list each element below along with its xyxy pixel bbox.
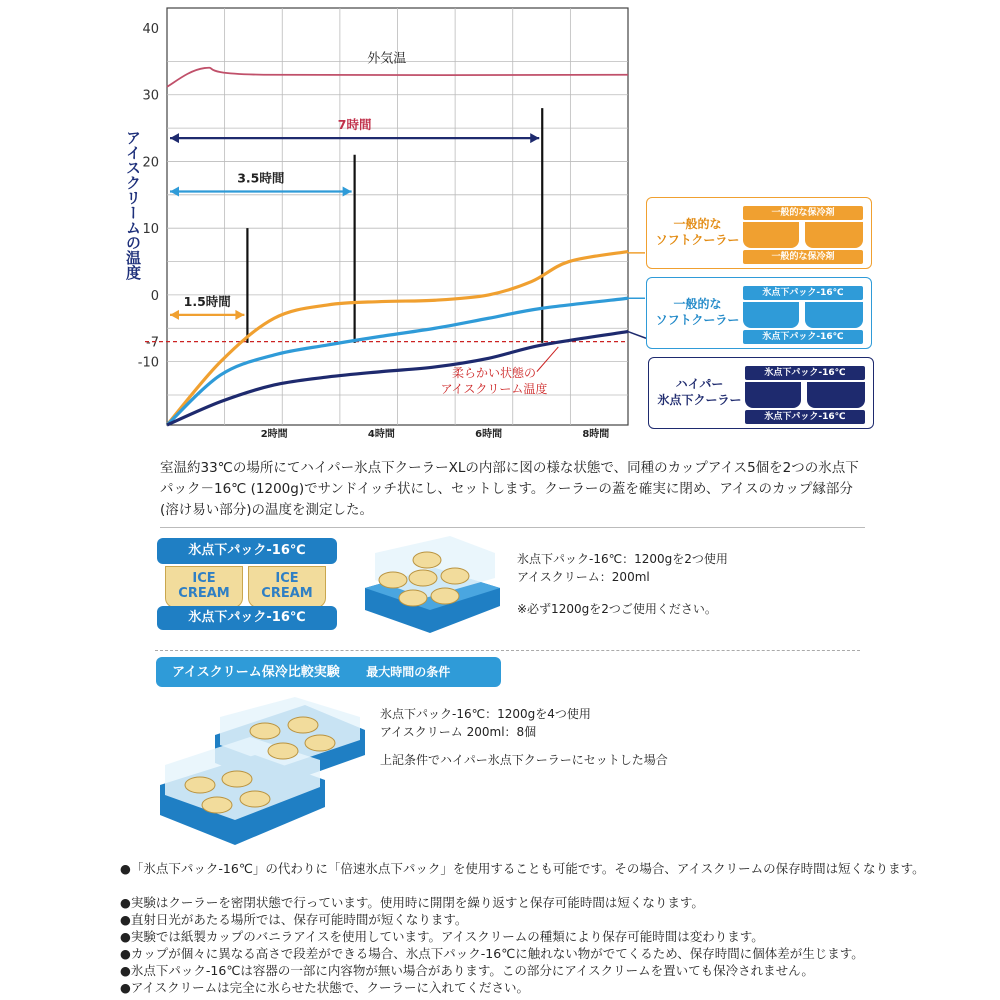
note-4: ●実験では紙製カップのバニラアイスを使用しています。アイスクリームの種類により保存可能時間は変わります。 xyxy=(120,929,764,944)
legend-orange-pack-top: 一般的な保冷剤 xyxy=(743,206,863,220)
y-tick-label: 30 xyxy=(142,88,159,104)
experiment-description: 室温約33℃の場所にてハイパー氷点下クーラーXLの内部に図の様な状態で、同種のカップアイス5個を2つの氷点下パック－16℃ (1200g)でサンドイッチ状にし、セットします。クーラーの蓋を確実に閉め、アイスのカップ縁部分(溶け易い部分)の温度を測定した。 xyxy=(160,458,865,528)
note-1: ●「氷点下パック-16℃」の代わりに「倍速氷点下パック」を使用することも可能です。その場合、アイスクリームの保存時間は短くなります。 xyxy=(120,861,925,876)
setup1-info-line2: アイスクリーム：200ml xyxy=(517,570,650,584)
legend-blue-cup-left xyxy=(743,302,799,328)
note-7: ●アイスクリームは完全に氷らせた状態で、クーラーに入れてください。 xyxy=(120,980,530,995)
note-2: ●実験はクーラーを密閉状態で行っています。使用時に開閉を繰り返すと保存可能時間は短くなります。 xyxy=(120,895,704,910)
setup1-cup-left: ICE CREAM xyxy=(165,566,243,608)
note-3: ●直射日光があたる場所では、保存可能時間が短くなります。 xyxy=(120,912,468,927)
y-tick-label: 0 xyxy=(150,288,159,304)
reference-line-label: アイスクリーム温度 xyxy=(440,381,548,396)
setup1-3d-illustration xyxy=(355,528,505,638)
setup2-3d-cup xyxy=(288,717,318,733)
legend-connector xyxy=(628,332,646,339)
legend-navy-cup-right xyxy=(807,382,865,408)
setup2-info-line2: アイスクリーム 200ml：8個 xyxy=(380,725,537,739)
legend-navy xyxy=(648,357,874,429)
banner-subtitle: 最大時間の条件 xyxy=(366,665,451,679)
y-tick-label: 10 xyxy=(142,222,159,238)
legend-navy-pack-top: 氷点下パック-16℃ xyxy=(745,366,865,380)
legend-blue-title: 一般的な ソフトクーラー xyxy=(655,297,740,327)
section-banner xyxy=(156,657,501,687)
x-tick-label: 4時間 xyxy=(367,429,395,440)
legend-orange xyxy=(646,197,872,269)
legend-blue-pack-top: 氷点下パック-16℃ xyxy=(743,286,863,300)
setup1-info xyxy=(517,550,728,618)
x-tick-label: 6時間 xyxy=(475,429,503,440)
note-5: ●カップが個々に異なる高さで段差ができる場合、氷点下パック-16℃に触れない物がでてくるため、保存時間に個体差が生じます。 xyxy=(120,946,864,961)
legend-orange-cup-right xyxy=(805,222,863,248)
duration-label: 3.5時間 xyxy=(237,170,285,186)
duration-label: 1.5時間 xyxy=(183,293,231,309)
setup2-info xyxy=(380,705,668,769)
setup1-cup-right: ICE CREAM xyxy=(248,566,326,608)
legend-navy-pack-bottom: 氷点下パック-16℃ xyxy=(745,410,865,424)
setup2-3d-cup xyxy=(202,797,232,813)
setup2-3d-cup xyxy=(185,777,215,793)
legend-blue xyxy=(646,277,872,349)
y-tick-label: 20 xyxy=(142,155,159,171)
series-label-outside: 外気温 xyxy=(367,51,407,67)
duration-label: 7時間 xyxy=(337,117,372,133)
legend-blue-pack-bottom: 氷点下パック-16℃ xyxy=(743,330,863,344)
x-tick-label: 8時間 xyxy=(582,429,610,440)
y-tick-label: 40 xyxy=(142,22,159,38)
reference-line-label: 柔らかい状態の xyxy=(451,365,536,380)
legend-blue-cup-right xyxy=(805,302,863,328)
note-6: ●氷点下パック-16℃は容器の一部に内容物が無い場合があります。この部分にアイスクリームを置いても保冷されません。 xyxy=(120,963,814,978)
setup1-3d-cup xyxy=(399,590,427,606)
setup2-info-line3: 上記条件でハイパー氷点下クーラーにセットした場合 xyxy=(380,753,668,767)
setup1-3d-cup xyxy=(431,588,459,604)
setup1-pack-bottom: 氷点下パック-16℃ xyxy=(157,606,337,630)
setup2-3d-cup xyxy=(222,771,252,787)
legend-orange-title: 一般的な ソフトクーラー xyxy=(655,217,740,247)
banner-title: アイスクリーム保冷比較実験 xyxy=(172,665,340,680)
legend-orange-cup-left xyxy=(743,222,799,248)
setup1-note: ※必ず1200gを2つご使用ください。 xyxy=(517,602,717,616)
setup1-3d-cup xyxy=(441,568,469,584)
setup2-3d-cup xyxy=(305,735,335,751)
x-tick-label: 2時間 xyxy=(260,429,288,440)
setup2-3d-cup xyxy=(268,743,298,759)
setup1-pack-top: 氷点下パック-16℃ xyxy=(157,538,337,564)
setup2-3d-cup xyxy=(240,791,270,807)
y-tick-label: -7 xyxy=(146,335,159,351)
setup1-3d-cup xyxy=(379,572,407,588)
setup2-info-line1: 氷点下パック-16℃：1200gを4つ使用 xyxy=(380,707,591,721)
y-axis-label: アイスクリームの温度 xyxy=(124,130,142,280)
setup2-3d-illustration xyxy=(155,695,370,850)
setup2-3d-cup xyxy=(250,723,280,739)
divider xyxy=(155,650,860,651)
setup1-info-line1: 氷点下パック-16℃：1200gを2つ使用 xyxy=(517,552,728,566)
setup1-3d-cup xyxy=(409,570,437,586)
legend-navy-title: ハイパー 氷点下クーラー xyxy=(657,377,742,407)
y-tick-label: -10 xyxy=(137,355,159,371)
legend-orange-pack-bottom: 一般的な保冷剤 xyxy=(743,250,863,264)
setup1-3d-cup xyxy=(413,552,441,568)
legend-navy-cup-left xyxy=(745,382,801,408)
